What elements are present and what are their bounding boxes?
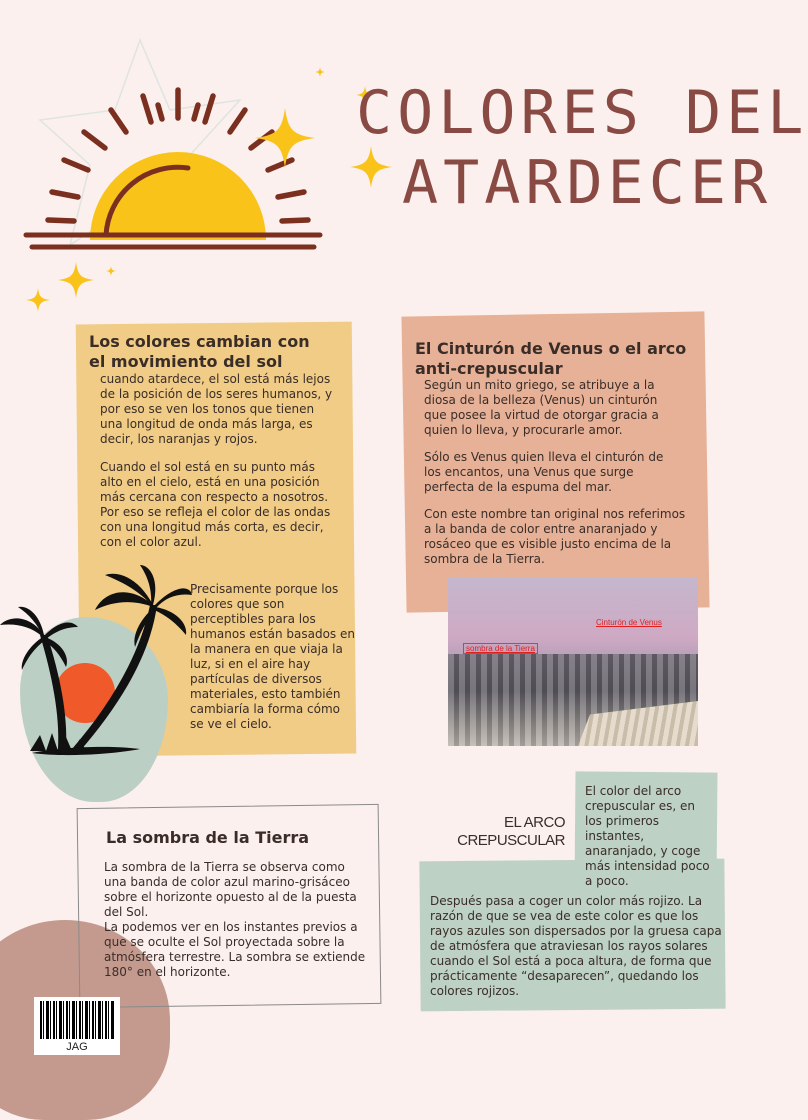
- section4-para2: Después pasa a coger un color más rojizo. La razón de que se vea de este color es que los rayos azules son dispersados por la gruesa capa de atmósfera que atraviesan los rayos solares cuando el Sol está a poca altura, de forma que prácticamente “desaparecen”, quedando los colores rojizos.: [430, 894, 722, 998]
- sparkle-icon: [58, 262, 94, 298]
- page-title: [356, 78, 808, 218]
- section2-heading: El Cinturón de Venus o el arco anti-crepuscular: [415, 339, 687, 378]
- section4-label: EL ARCO CREPUSCULAR: [457, 814, 565, 849]
- barcode-icon: [34, 997, 120, 1055]
- sunset-city-photo: [448, 578, 698, 746]
- title-line-1: COLORES DEL: [356, 78, 808, 148]
- section1-para3: Precisamente porque los colores que son perceptibles para los humanos están basados en la manera en que viaja la luz, si en el aire hay partículas de diversos materiales, esto también cambiaría la forma cómo se ve el cielo.: [190, 582, 355, 731]
- section1-para2: Cuando el sol está en su punto más alto en el cielo, está en una posición más cercana con respecto a nosotros. Por eso se refleja el color de las ondas con una longitud más corta, es decir, con el color azul.: [100, 460, 331, 549]
- section4-para1: El color del arco crepuscular es, en los primeros instantes, anaranjado, y coge más intensidad poco a poco.: [585, 784, 710, 888]
- section1-para1: cuando atardece, el sol está más lejos de la posición de los seres humanos, y por eso se ven los tonos que tienen una longitud de onda más larga, es decir, los naranjas y rojos.: [100, 372, 333, 446]
- photo-label-venus: Cinturón de Venus: [596, 618, 662, 627]
- sparkle-icon: [106, 266, 116, 276]
- section3-heading: La sombra de la Tierra: [106, 828, 310, 847]
- barcode-bars: [40, 1001, 114, 1039]
- section2-para1: Según un mito griego, se atribuye a la diosa de la belleza (Venus) un cinturón que posee la virtud de otorgar gracia a quien lo lleva, y procurarle amor.: [424, 378, 659, 437]
- sparkle-icon: [26, 288, 50, 312]
- barcode-text: JAG: [66, 1041, 88, 1053]
- photo-label-shadow: sombra de la Tierra: [463, 643, 538, 654]
- title-line-2: ATARDECER: [402, 148, 773, 218]
- section2-para2: Sólo es Venus quien lleva el cinturón de los encantos, una Venus que surge perfecta de la espuma del mar.: [424, 450, 664, 494]
- section2-para3: Con este nombre tan original nos referimos a la banda de color entre anaranjado y rosáceo que es visible justo encima de la sombra de la Tierra.: [424, 507, 686, 566]
- sparkle-icon: [315, 67, 325, 77]
- section1-heading: Los colores cambian con el movimiento del sol: [89, 332, 310, 371]
- sparkle-icon: [255, 108, 315, 168]
- section3-para: La sombra de la Tierra se observa como una banda de color azul marino-grisáceo sobre el horizonte opuesto al de la puesta del Sol. La podemos ver en los instantes previos a que se oculte el Sol proyectada sobre la atmósfera terrestre. La sombra se extiende 180° en el horizonte.: [104, 860, 366, 979]
- palm-tree-icon: [0, 565, 195, 760]
